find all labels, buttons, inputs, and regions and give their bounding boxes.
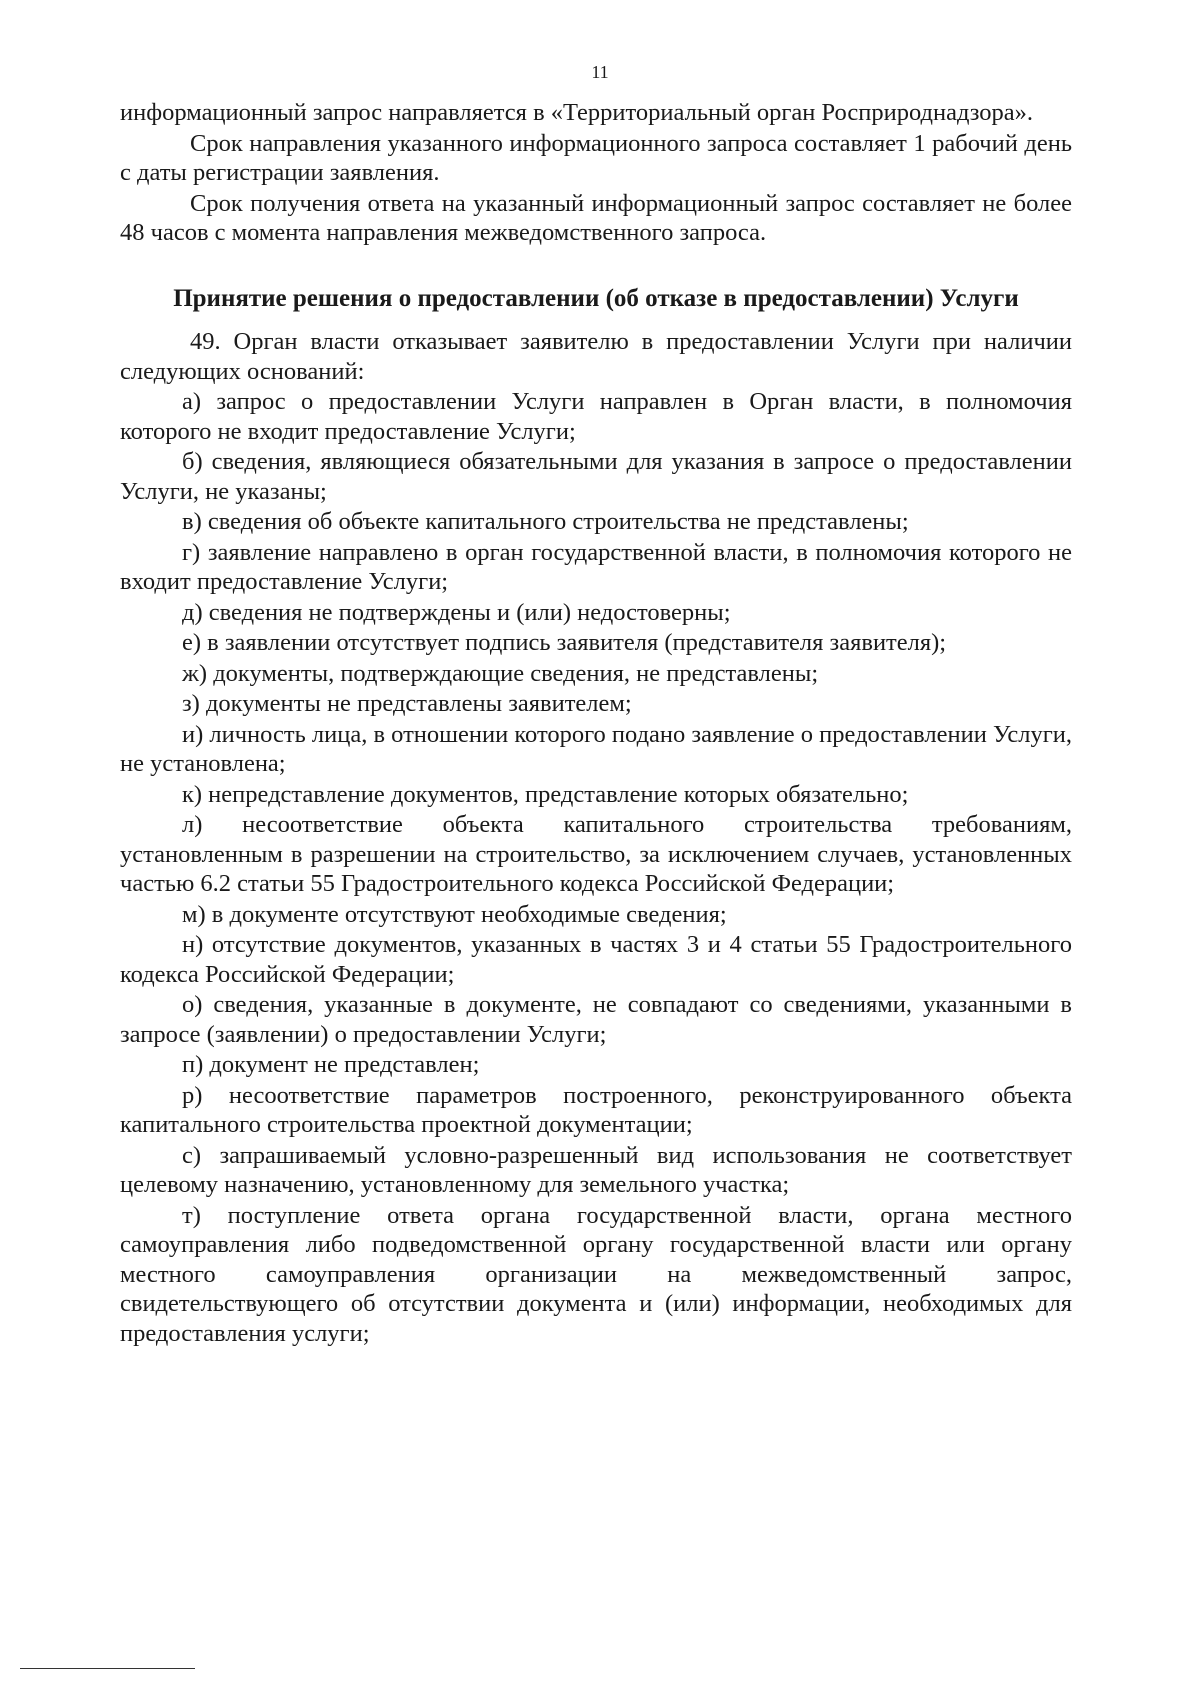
list-item: б) сведения, являющиеся обязательными для указания в запросе о предоставлении Услуги, не указаны; xyxy=(120,448,1072,505)
document-body xyxy=(120,98,1072,1349)
list-item: л) несоответствие объекта капитального строительства требованиям, установленным в разрешении на строительство, за исключением случаев, установленных частью 6.2 статьи 55 Градостроительного кодекса Российской Федерации; xyxy=(120,811,1072,897)
list-item: м) в документе отсутствуют необходимые сведения; xyxy=(182,900,727,928)
paragraph: информационный запрос направляется в «Территориальный орган Росприроднадзора». xyxy=(120,99,1033,126)
list-item: а) запрос о предоставлении Услуги направлен в Орган власти, в полномочия которого не входит предоставление Услуги; xyxy=(120,388,1072,445)
page-number: 11 xyxy=(591,62,609,82)
list-item: к) непредставление документов, представление которых обязательно; xyxy=(182,780,909,808)
paragraph: Срок направления указанного информационного запроса составляет 1 рабочий день с даты регистрации заявления. xyxy=(120,129,1072,186)
list-item: и) личность лица, в отношении которого подано заявление о предоставлении Услуги, не установлена; xyxy=(120,720,1072,777)
list-item: д) сведения не подтверждены и (или) недостоверны; xyxy=(182,598,731,626)
footnote-divider xyxy=(20,1668,195,1669)
clause-intro: 49. Орган власти отказывает заявителю в предоставлении Услуги при наличии следующих оснований: xyxy=(120,328,1072,385)
list-item: ж) документы, подтверждающие сведения, не представлены; xyxy=(182,659,819,687)
list-item: з) документы не представлены заявителем; xyxy=(182,690,632,717)
list-item: в) сведения об объекте капитального строительства не представлены; xyxy=(182,508,909,535)
list-item: п) документ не представлен; xyxy=(182,1051,480,1078)
list-item: о) сведения, указанные в документе, не совпадают со сведениями, указанными в запросе (заявлении) о предоставлении Услуги; xyxy=(120,991,1072,1048)
list-item: е) в заявлении отсутствует подпись заявителя (представителя заявителя); xyxy=(182,629,947,656)
paragraph: Срок получения ответа на указанный информационный запрос составляет не более 48 часов с момента направления межведомственного запроса. xyxy=(120,189,1072,246)
list-item: т) поступление ответа органа государственной власти, органа местного самоуправления либо подведомственной органу государственной власти или органу местного самоуправления организации на межведомственный запрос, свидетельствующего об отсутствии документа и (или) информации, необходимых для предоставления услуги; xyxy=(120,1201,1072,1347)
section-heading: Принятие решения о предоставлении (об отказе в предоставлении) Услуги xyxy=(173,284,1019,312)
list-item: н) отсутствие документов, указанных в частях 3 и 4 статьи 55 Градостроительного кодекса Российской Федерации; xyxy=(120,931,1072,988)
list-item: р) несоответствие параметров построенного, реконструированного объекта капитального строительства проектной документации; xyxy=(120,1081,1072,1138)
list-item: с) запрашиваемый условно-разрешенный вид использования не соответствует целевому назначению, установленному для земельного участка; xyxy=(120,1141,1072,1198)
list-item: г) заявление направлено в орган государственной власти, в полномочия которого не входит предоставление Услуги; xyxy=(120,538,1072,595)
